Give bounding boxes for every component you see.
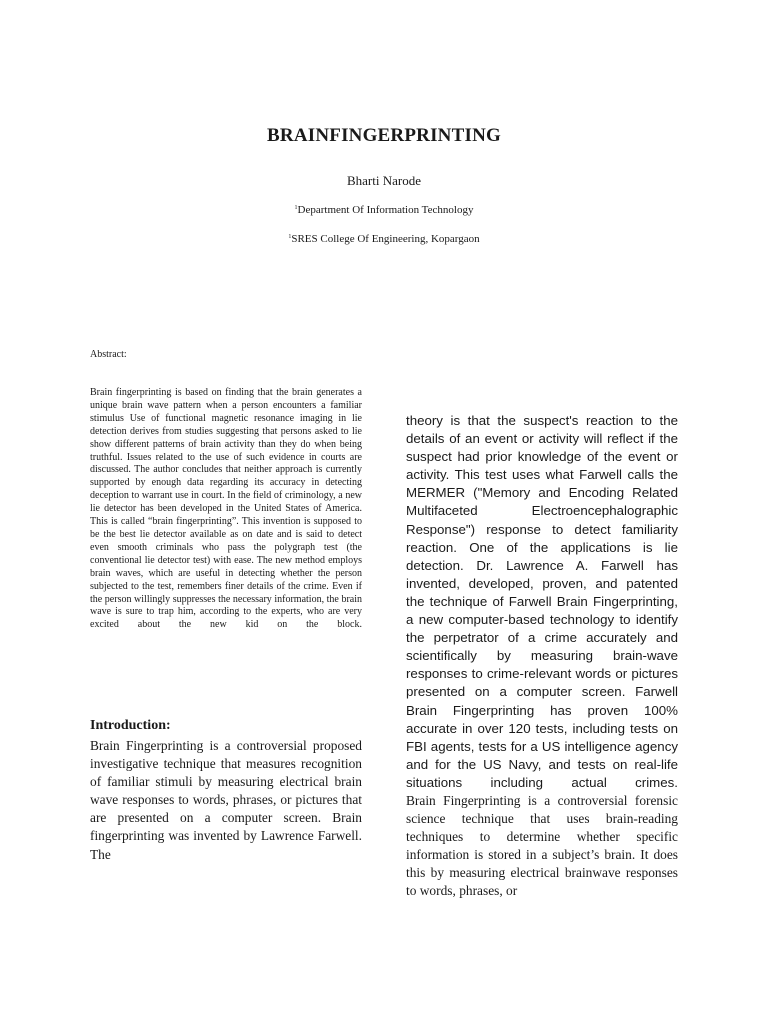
introduction-text: Brain Fingerprinting is a controversial proposed investigative technique that measures recognition of familiar stimuli by measuring electrical brain wave responses to words, phrases, or pictures that are presented on a computer screen. Brain fingerprinting was invented by Lawrence Farwell. The	[90, 738, 362, 862]
abstract-label: Abstract:	[90, 349, 127, 360]
affiliation-college	[0, 233, 768, 245]
affiliation-college-text: SRES College Of Engineering, Kopargaon	[291, 233, 480, 245]
introduction-heading: Introduction:	[90, 718, 171, 733]
affiliation-marker: 1	[288, 234, 292, 240]
affiliation-department	[0, 204, 768, 216]
paper-title: BRAINFINGERPRINTING	[267, 125, 501, 146]
right-column-paragraph-2: Brain Fingerprinting is a controversial forensic science technique that uses brain-reading techniques to determine whether specific information is stored in a subject’s brain. It does this by measuring electrical brainwave responses to words, phrases, or	[406, 792, 678, 899]
abstract-text: Brain fingerprinting is based on finding that the brain generates a unique brain wave pattern when a person encounters a familiar stimulus Use of functional magnetic resonance imaging in lie detection derives from studies suggesting that persons asked to lie show different patterns of brain activity than they do when being truthful. Issues related to the use of such evidence in courts are discussed. The author concludes that neither approach is currently supported by enough data regarding its accuracy in detecting deception to warrant use in court. In the field of criminology, a new lie detector has been developed in the United States of America. This is called “brain fingerprinting”. This invention is supposed to be the best lie detector available as on date and is said to detect even smooth criminals who pass the polygraph test (the conventional lie detector test) with ease. The new method employs brain waves, which are useful in detecting whether the person subjected to the test, remembers finer details of the crime. Even if the person willingly suppresses the necessary information, the brain wave is sure to trap him, according to the experts, who are very excited about the new kid on the block.	[90, 387, 362, 631]
author-name: Bharti Narode	[346, 173, 421, 188]
right-column	[406, 412, 678, 901]
right-column-paragraph-1: theory is that the suspect's reaction to the details of an event or activity will reflect if the suspect had prior knowledge of the event or activity. This test uses what Farwell calls the MERMER ("Memory and Encoding Related Multifaceted Electroencephalographic Response") response to detect familiarity reaction. One of the applications is lie detection. Dr. Lawrence A. Farwell has invented, developed, proven, and patented the technique of Farwell Brain Fingerprinting, a new computer-based technology to identify the perpetrator of a crime accurately and scientifically by measuring brain-wave responses to crime-relevant words or pictures presented on a computer screen. Farwell Brain Fingerprinting has proven 100% accurate in over 120 tests, including tests on FBI agents, tests for a US intelligence agency and for the US Navy, and tests on real-life situations including actual crimes.	[406, 413, 678, 790]
affiliation-department-text: Department Of Information Technology	[297, 204, 474, 216]
affiliation-marker: 1	[294, 205, 298, 211]
